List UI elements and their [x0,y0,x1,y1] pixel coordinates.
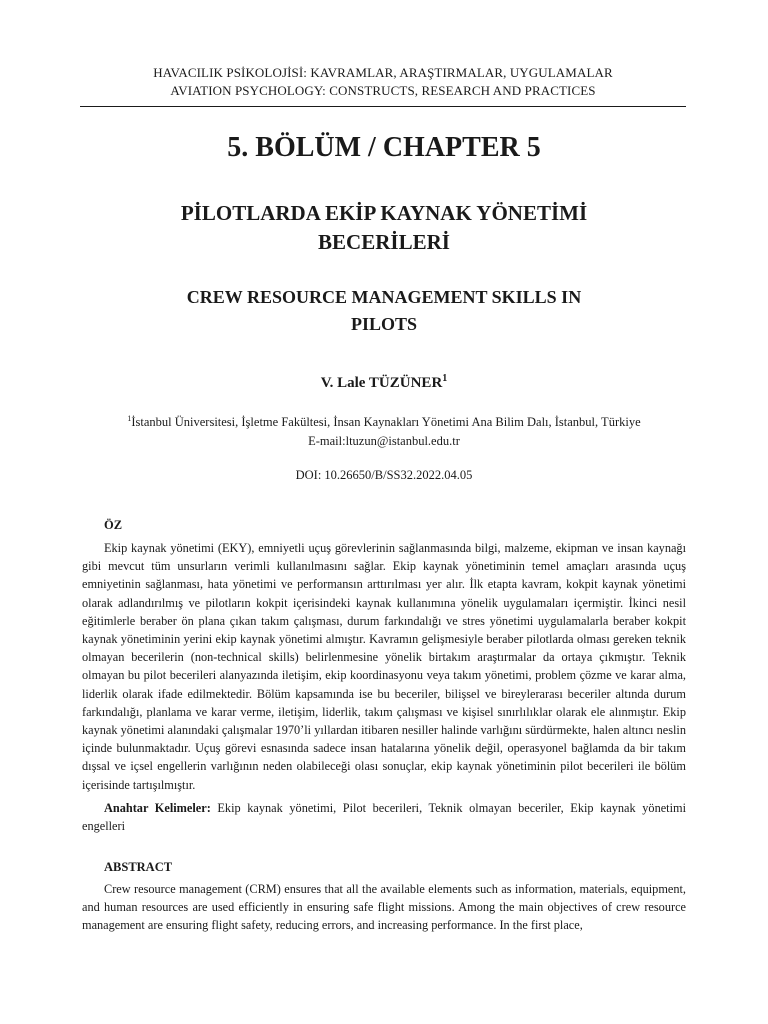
abstract-paragraph: Crew resource management (CRM) ensures that all the available elements such as information, materials, equipment, and human resources are used efficiently in ensuring safe flight missions. Among the main objectives of crew resource management are ensuring flight safety, reducing errors, and increasing performance. In the first place, [82,882,686,933]
author-line [0,368,768,394]
title-english [100,284,668,338]
keywords-label: Anahtar Kelimeler: [104,800,211,815]
running-head-english: AVIATION PSYCHOLOGY: CONSTRUCTS, RESEARCH AND PRACTICES [170,83,596,98]
title-english-line-2: PILOTS [350,314,418,334]
author-email: E-mail:ltuzun@istanbul.edu.tr [308,434,460,449]
keywords-text: Ekip kaynak yönetimi, Pilot becerileri, Teknik olmayan beceriler, Ekip kaynak yönetimi engelleri [82,800,687,834]
abstract-heading: ABSTRACT [104,860,173,874]
oz-heading: ÖZ [104,518,123,532]
affiliation-line [0,409,768,432]
affiliation-block [0,409,768,451]
chapter-heading: 5. BÖLÜM / CHAPTER 5 [227,132,541,163]
doi: DOI: 10.26650/B/SS32.2022.04.05 [295,468,473,482]
oz-paragraph: Ekip kaynak yönetimi (EKY), emniyetli uçuş görevlerinin sağlanmasında bilgi, malzeme, ekipman ve insan kaynağı gibi mevcut tüm unsurların verimli kullanılmasını sağlar. Ekip kaynak yönetiminin temel amaçları arasında uçuş emniyetinin sağlanması, hata yönetimi ve performansın arttırılması yer alır. İlk etapta kavram, kokpit kaynak yönetimi olarak adlandırılmış ve pilotların kokpit içerisindeki kaynak kullanımına yönelik uygulamaları içermiştir. İkinci nesil eğitimlerle beraber ön plana çıkan takım çalışması, durum farkındalığı ve stres yönetimi uygulamalarla beraber kokpit kaynak yönetiminin yerini ekip kaynak yönetimi almıştır. Kavramın gelişmesiyle beraber pilotlarda olması gereken teknik olmayan becerilerin (non-technical skills) belirlenmesine yönelik birtakım araştırmalar da ortaya çıkmıştır. Teknik olmayan bu pilot becerileri alanyazında iletişim, ekip koordinasyonu veya takım yönetimi, problem çözme ve karar alma, liderlik olarak ifade edilmektedir. Bölüm kapsamında ise bu beceriler, bilişsel ve bireylerarası beceriler altında durum farkındalığı, planlama ve karar verme, iletişim, liderlik, takım çalışması ve kişisel sınırlılıklar olarak ele alınmıştır. Ekip kaynak yönetimi alanındaki çalışmalar 1970’li yıllardan itibaren nesiller halinde varlığını sürdürmekte, halen altıncı neslin içinde bulunmaktadır. Uçuş görevi esnasında sadece insan hatalarına yönelik değil, operasyonel bağlamda da bir takım dışsal ve içsel engellerin varlığının neden olabileceği olası sonuçlar, ekip kaynak yönetiminin pilot becerileri ile bölüm içerisinde tartışılmıştır. [82,541,686,792]
author-affiliation-marker: 1 [442,373,448,384]
running-head-turkish: HAVACILIK PSİKOLOJİSİ: KAVRAMLAR, ARAŞTIRMALAR, UYGULAMALAR [153,65,613,80]
title-turkish-line-2: BECERİLERİ [318,230,450,254]
oz-section [82,539,686,835]
keywords-paragraph [82,799,686,835]
affiliation-marker: 1 [127,414,132,423]
title-english-line-1: CREW RESOURCE MANAGEMENT SKILLS IN [186,287,582,307]
title-turkish-line-1: PİLOTLARDA EKİP KAYNAK YÖNETİMİ [180,201,588,225]
title-turkish [100,199,668,257]
abstract-section [82,880,686,935]
affiliation-text: İstanbul Üniversitesi, İşletme Fakültesi, İnsan Kaynakları Yönetimi Ana Bilim Dalı, İstanbul, Türkiye [131,415,641,430]
header-rule [80,106,686,107]
running-head [80,64,686,100]
author-name: V. Lale TÜZÜNER [320,375,443,391]
